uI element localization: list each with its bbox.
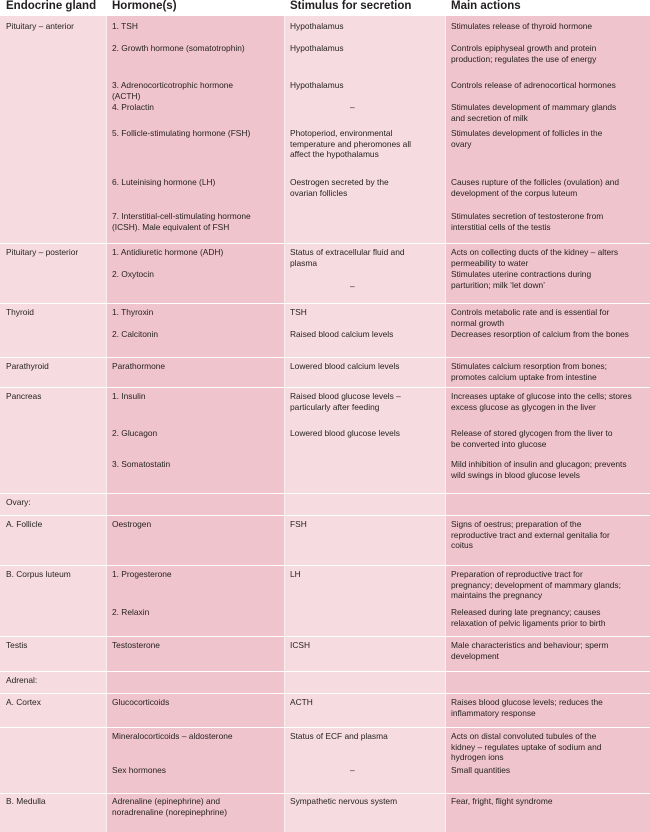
hormone-entry: 1. Progesterone [112,569,172,579]
action-entry: reproductive tract and external genitalia for [451,529,610,540]
row-separator [0,636,650,637]
action-entry: Decreases resorption of calcium from the bones [451,329,629,339]
hormone-entry: 3. Somatostatin [112,459,171,469]
action-entry: development [451,650,499,661]
hormone-entry: 6. Luteinising hormone (LH) [112,177,216,187]
gland-name: Pituitary – anterior [6,21,74,31]
action-entry: pregnancy; development of mammary glands; [451,579,621,590]
row-separator [0,387,650,388]
action-entry: ovary [451,138,472,149]
stimulus-entry: ACTH [290,697,313,707]
action-entry: Mild inhibition of insulin and glucagon; prevents [451,459,627,469]
action-entry: interstitial cells of the testis [451,221,551,232]
action-entry: Stimulates secretion of testosterone from [451,211,604,221]
action-entry: Stimulates release of thyroid hormone [451,21,593,31]
stimulus-entry: Status of ECF and plasma [290,731,388,741]
stimulus-entry: plasma [290,257,317,268]
hormone-entry: 1. Insulin [112,391,146,401]
action-entry: Male characteristics and behaviour; sperm [451,640,609,650]
gland-name: Adrenal: [6,675,38,685]
action-entry: promotes calcium uptake from intestine [451,371,597,382]
header-stimulus: Stimulus for secretion [290,0,412,12]
action-entry: be converted into glucose [451,438,547,449]
action-entry: parturition; milk ‘let down’ [451,279,546,290]
hormone-entry: Mineralocorticoids – aldosterone [112,731,233,741]
stimulus-entry: FSH [290,519,307,529]
row-separator [0,727,650,728]
stimulus-entry: Hypothalamus [290,80,344,90]
action-entry: Acts on distal convoluted tubules of the [451,731,597,741]
hormone-entry: 2. Glucagon [112,428,158,438]
hormone-entry: Adrenaline (epinephrine) and [112,796,221,806]
action-entry: Controls metabolic rate and is essential for [451,307,610,317]
gland-name: A. Follicle [6,519,43,529]
stimulus-entry: temperature and pheromones all [290,138,412,149]
action-entry: Signs of oestrus; preparation of the [451,519,582,529]
stimulus-entry: ovarian follicles [290,187,348,198]
column-divider [284,16,285,832]
stimulus-entry: LH [290,569,301,579]
stimulus-entry: Hypothalamus [290,21,344,31]
stimulus-entry: – [350,765,355,775]
gland-name: B. Medulla [6,796,46,806]
stimulus-entry: TSH [290,307,307,317]
stimulus-entry: – [350,281,355,291]
column-gland-bg [0,16,106,832]
action-entry: development of the corpus luteum [451,187,578,198]
action-entry: production; regulates the use of energy [451,53,597,64]
hormone-entry: Glucocorticoids [112,697,170,707]
hormone-entry: 1. Thyroxin [112,307,154,317]
row-separator [0,693,650,694]
action-entry: Preparation of reproductive tract for [451,569,583,579]
action-entry: Acts on collecting ducts of the kidney – alters [451,247,619,257]
hormone-entry: 1. TSH [112,21,138,31]
header-main-actions: Main actions [451,0,521,12]
action-entry: relaxation of pelvic ligaments prior to birth [451,617,606,628]
row-separator [0,493,650,494]
action-entry: Released during late pregnancy; causes [451,607,601,617]
hormone-entry: Oestrogen [112,519,152,529]
stimulus-entry: Lowered blood glucose levels [290,428,400,438]
gland-name: Parathyroid [6,361,49,371]
row-separator [0,243,650,244]
hormone-entry: 1. Antidiuretic hormone (ADH) [112,247,224,257]
action-entry: Stimulates development of mammary glands [451,102,617,112]
hormone-entry: 5. Follicle-stimulating hormone (FSH) [112,128,251,138]
hormone-entry: 2. Growth hormone (somatotrophin) [112,43,245,53]
hormone-entry: 4. Prolactin [112,102,154,112]
row-separator [0,515,650,516]
gland-name: B. Corpus luteum [6,569,71,579]
action-entry: permeability to water [451,257,529,268]
action-entry: normal growth [451,317,505,328]
gland-name: Pituitary – posterior [6,247,79,257]
stimulus-entry: Sympathetic nervous system [290,796,398,806]
hormone-entry: 2. Calcitonin [112,329,159,339]
hormone-entry: noradrenaline (norepinephrine) [112,806,228,817]
hormone-entry: (ACTH) [112,90,141,101]
hormone-entry: 2. Oxytocin [112,269,154,279]
action-entry: hydrogen ions [451,752,504,762]
action-entry: Small quantities [451,765,511,775]
column-divider [445,16,446,832]
gland-name: Testis [6,640,28,650]
action-entry: wild swings in blood glucose levels [451,469,580,480]
stimulus-entry: Hypothalamus [290,43,344,53]
table-header [0,0,650,16]
action-entry: Raises blood glucose levels; reduces the [451,697,603,707]
hormone-entry: Parathormone [112,361,166,371]
hormone-entry: 7. Interstitial-cell-stimulating hormone [112,211,251,221]
stimulus-entry: ICSH [290,640,311,650]
stimulus-entry: Photoperiod, environmental [290,128,393,138]
stimulus-entry: Status of extracellular fluid and [290,247,405,257]
action-entry: coitus [451,540,473,550]
stimulus-entry: Raised blood calcium levels [290,329,394,339]
hormone-entry: Testosterone [112,640,160,650]
action-entry: Stimulates development of follicles in the [451,128,603,138]
action-entry: Causes rupture of the follicles (ovulation) and [451,177,620,187]
row-separator [0,793,650,794]
header-hormones: Hormone(s) [112,0,177,12]
row-separator [0,303,650,304]
column-divider [106,16,107,832]
action-entry: Fear, fright, flight syndrome [451,796,553,806]
action-entry: and secretion of milk [451,112,528,123]
stimulus-entry: Oestrogen secreted by the [290,177,389,187]
hormone-entry: 2. Relaxin [112,607,150,617]
action-entry: Stimulates calcium resorption from bones; [451,361,607,371]
action-entry: Controls epiphyseal growth and protein [451,43,597,53]
stimulus-entry: Lowered blood calcium levels [290,361,400,371]
gland-name: Ovary: [6,497,31,507]
action-entry: excess glucose as glycogen in the liver [451,401,596,412]
gland-name: Pancreas [6,391,42,401]
row-separator [0,671,650,672]
stimulus-entry: Raised blood glucose levels – [290,391,401,401]
action-entry: inflammatory response [451,707,536,718]
gland-name: A. Cortex [6,697,41,707]
action-entry: Stimulates uterine contractions during [451,269,592,279]
stimulus-entry: affect the hypothalamus [290,149,379,159]
stimulus-entry: particularly after feeding [290,401,380,412]
header-endocrine-gland: Endocrine gland [6,0,97,12]
gland-name: Thyroid [6,307,34,317]
action-entry: Release of stored glycogen from the liver to [451,428,613,438]
hormone-entry: Sex hormones [112,765,166,775]
action-entry: kidney – regulates uptake of sodium and [451,741,602,752]
hormone-entry: 3. Adrenocorticotrophic hormone [112,80,234,90]
hormone-entry: (ICSH). Male equivalent of FSH [112,221,230,232]
action-entry: maintains the pregnancy [451,590,543,600]
row-separator [0,357,650,358]
row-separator [0,565,650,566]
action-entry: Controls release of adrenocortical hormones [451,80,616,90]
stimulus-entry: – [350,102,355,112]
action-entry: Increases uptake of glucose into the cells; stores [451,391,632,401]
